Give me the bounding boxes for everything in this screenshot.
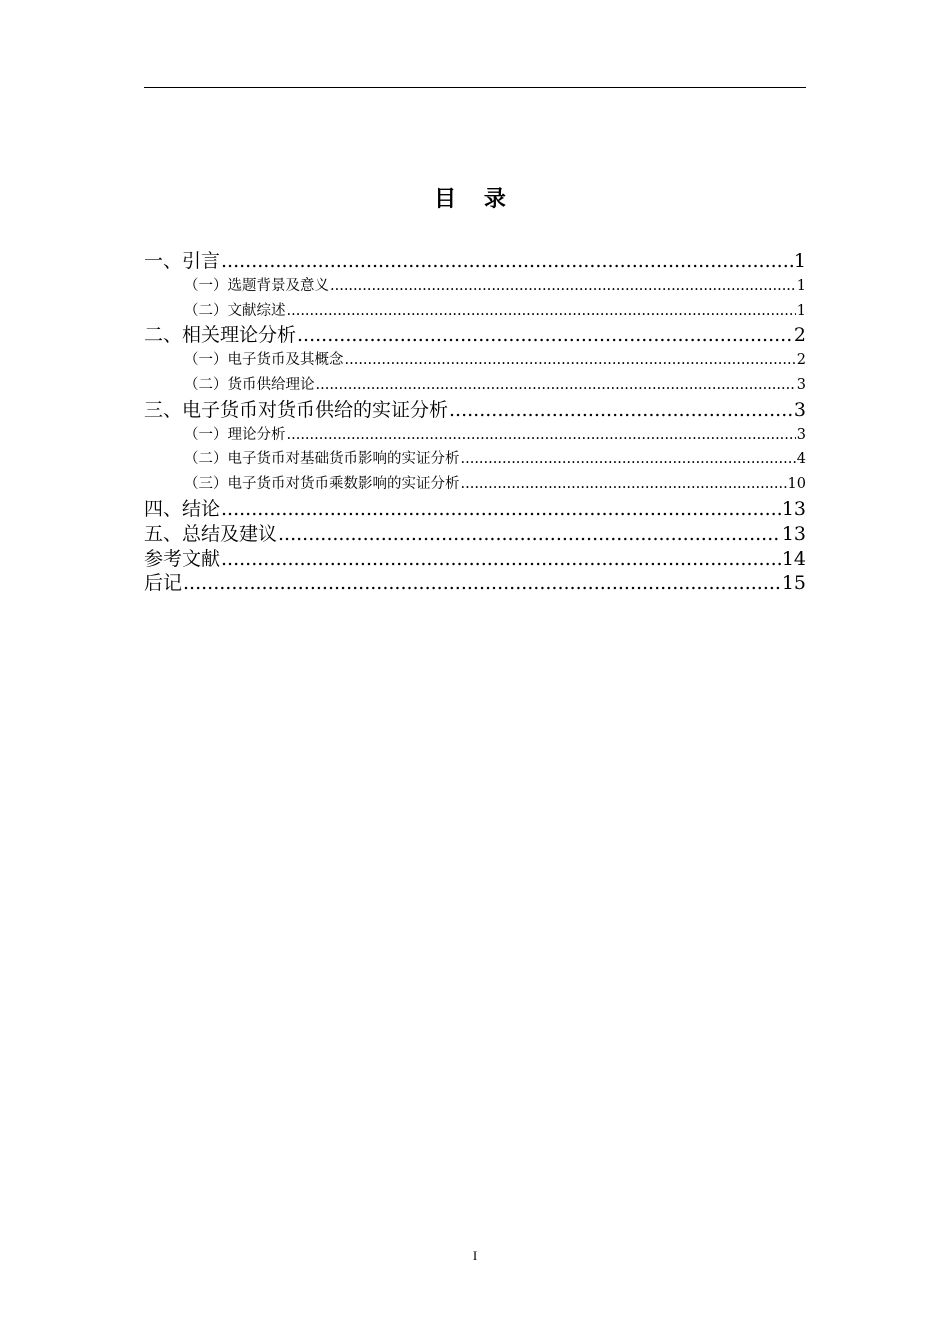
toc-entry-label: （一）电子货币及其概念 <box>184 352 344 369</box>
toc-entry[interactable] <box>144 323 806 348</box>
toc-entry-page: 13 <box>781 497 806 520</box>
toc-entry-page: 1 <box>796 277 806 294</box>
toc-title: 目 录 <box>434 186 516 212</box>
toc-entry[interactable] <box>144 274 806 299</box>
toc-leader-dots <box>297 323 793 348</box>
toc-entry-page: 3 <box>796 426 806 443</box>
toc-leader-dots <box>449 398 793 423</box>
toc-entry-page: 1 <box>793 250 806 272</box>
toc-entry[interactable] <box>144 547 806 572</box>
page-number: I <box>472 1248 478 1263</box>
toc-entry[interactable] <box>144 299 806 324</box>
toc-entry-label: 四、结论 <box>144 497 221 520</box>
toc-entry-label: 后记 <box>144 572 183 595</box>
toc-entry[interactable] <box>144 348 806 373</box>
toc-leader-dots <box>278 522 781 547</box>
toc-leader-dots <box>183 571 781 596</box>
toc-leader-dots <box>316 373 796 398</box>
toc-entry-page: 1 <box>796 302 806 319</box>
toc-entry-label: 参考文献 <box>144 547 221 570</box>
toc-entry-page: 2 <box>796 352 806 369</box>
header-rule <box>144 87 806 88</box>
toc-entry-label: 三、电子货币对货币供给的实证分析 <box>144 398 449 421</box>
toc-entry-page: 14 <box>781 547 806 570</box>
toc-entry-label: （二）文献综述 <box>184 302 286 319</box>
toc-entry-label: （二）货币供给理论 <box>184 376 315 393</box>
toc-entry-page: 3 <box>796 376 806 393</box>
toc-entry[interactable] <box>144 447 806 472</box>
toc-entry-page: 2 <box>793 324 806 347</box>
toc-leader-dots <box>330 274 796 299</box>
toc-entry[interactable] <box>144 398 806 423</box>
toc-leader-dots <box>287 423 796 448</box>
toc-entry-page: 15 <box>781 572 806 595</box>
toc-entry[interactable] <box>144 373 806 398</box>
toc-leader-dots <box>461 447 796 472</box>
toc-entry-page: 13 <box>781 522 806 545</box>
toc-entry-label: （三）电子货币对货币乘数影响的实证分析 <box>184 476 460 493</box>
toc-entry[interactable] <box>144 472 806 497</box>
toc-entry-page: 10 <box>787 476 806 493</box>
toc-entry[interactable] <box>144 522 806 547</box>
toc-leader-dots <box>461 472 787 497</box>
toc-entry[interactable] <box>144 497 806 522</box>
toc-entry-label: 五、总结及建议 <box>144 522 278 545</box>
toc-entry-page: 4 <box>796 451 806 468</box>
toc-entry[interactable] <box>144 249 806 274</box>
toc-leader-dots <box>221 497 781 522</box>
toc-entry-page: 3 <box>793 398 806 421</box>
toc-leader-dots <box>345 348 796 373</box>
table-of-contents <box>144 249 806 596</box>
toc-leader-dots <box>221 547 781 572</box>
toc-entry-label: （一）理论分析 <box>184 426 286 443</box>
toc-entry-label: （二）电子货币对基础货币影响的实证分析 <box>184 451 460 468</box>
toc-leader-dots <box>287 299 796 324</box>
toc-entry[interactable] <box>144 423 806 448</box>
toc-entry-label: 一、引言 <box>144 250 221 272</box>
toc-leader-dots <box>221 249 793 274</box>
toc-entry-label: 二、相关理论分析 <box>144 324 297 347</box>
toc-entry-label: （一）选题背景及意义 <box>184 277 329 294</box>
toc-entry[interactable] <box>144 571 806 596</box>
